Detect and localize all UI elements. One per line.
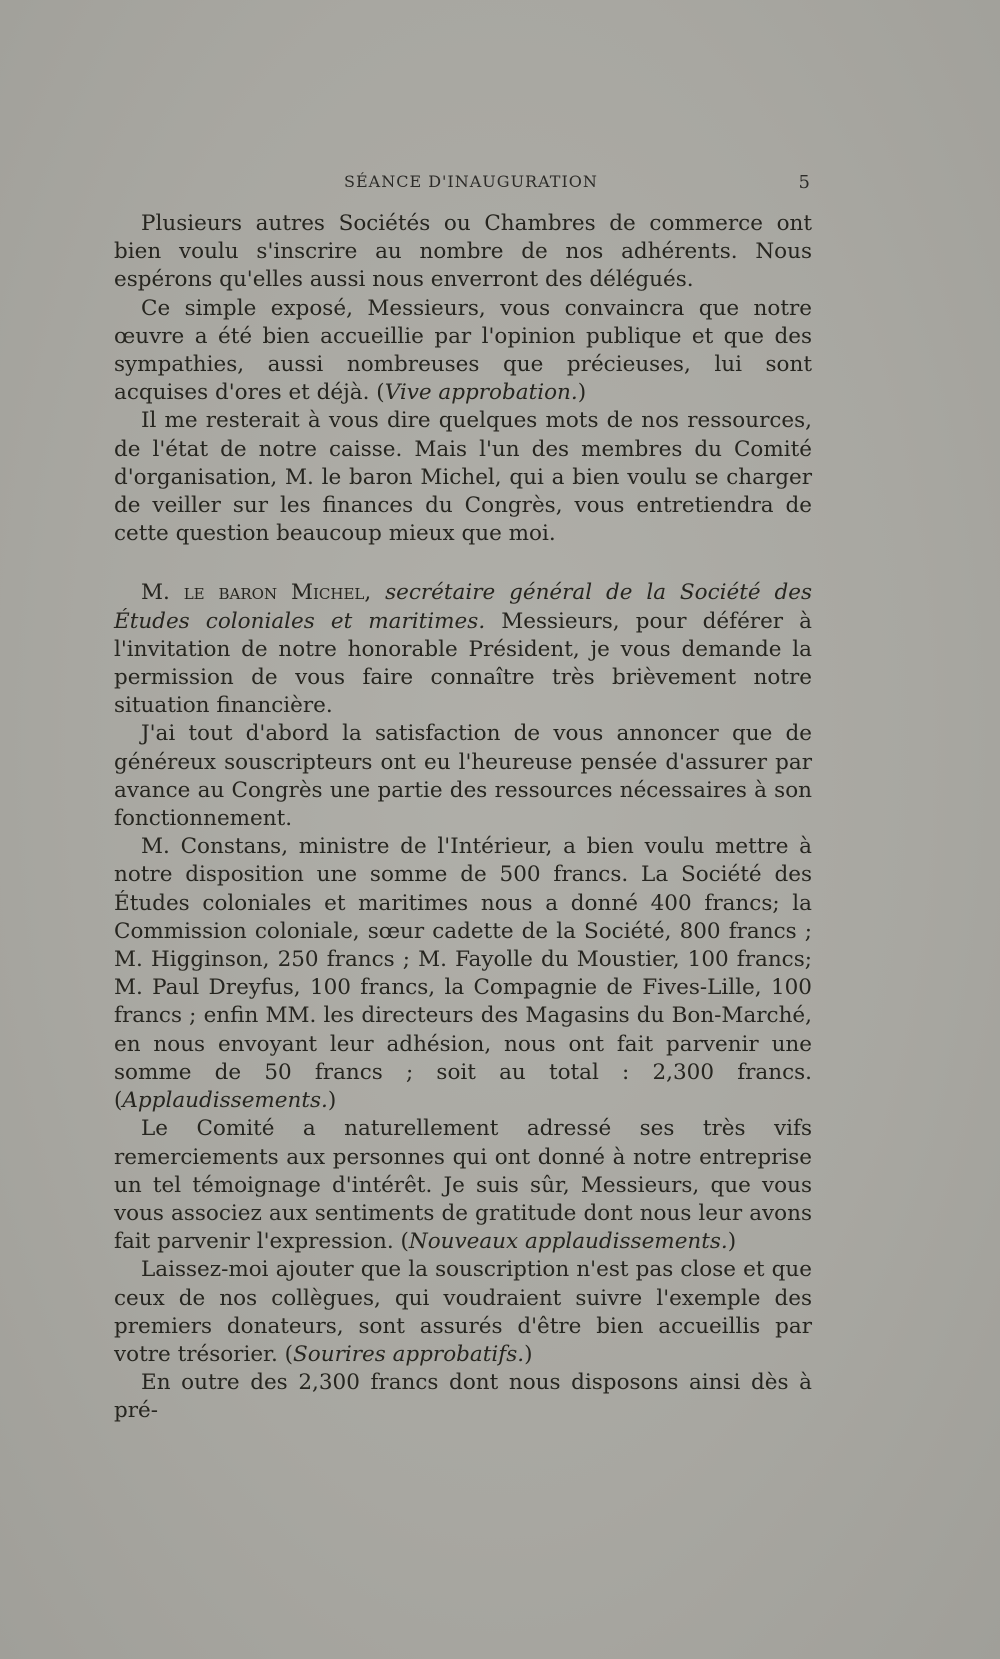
paragraph-4	[114, 579, 812, 720]
paragraph-8-italic: Sourires approbatifs.	[293, 1341, 525, 1367]
page-header	[114, 172, 814, 202]
paragraph-2-italic: Vive approbation.	[384, 380, 578, 406]
paragraph-6-italic: Applaudissements.	[122, 1088, 328, 1114]
paragraph-9: En outre des 2,300 francs dont nous disposons ainsi dès à pré-	[114, 1370, 812, 1424]
paragraph-7-end: )	[727, 1229, 737, 1255]
paragraph-8-text: Laissez-moi ajouter que la souscription n'est pas close et que ceux de nos collègues, qui voudraient suivre l'exemple des premiers donateurs, sont assurés d'être bien accueillis par votre trésorier. (	[114, 1257, 812, 1367]
section-gap	[114, 548, 812, 579]
running-head: SÉANCE D'INAUGURATION	[344, 172, 598, 191]
paragraph-7-italic: Nouveaux applaudissements.	[408, 1229, 728, 1255]
paragraph-7	[114, 1115, 812, 1256]
body-text	[114, 210, 812, 1426]
paragraph-2-text: Ce simple exposé, Messieurs, vous convaincra que notre œuvre a été bien accueillie par l'opinion publique et que des sympathies, aussi nombreuses que précieuses, lui sont acquises d'ores et déjà. (	[114, 295, 812, 406]
paragraph-1: Plusieurs autres Sociétés ou Chambres de commerce ont bien voulu s'inscrire au nombre de nos adhérents. Nous espérons qu'elles aussi nous enverront des délégués.	[114, 211, 812, 293]
paragraph-5: J'ai tout d'abord la satisfaction de vous annoncer que de généreux souscripteurs ont eu l'heureuse pensée d'assurer par avance au Congrès une partie des ressources nécessaires à son fonctionnement.	[114, 721, 812, 832]
page-number: 5	[798, 172, 810, 193]
paragraph-6	[114, 833, 812, 1115]
paragraph-6-text: M. Constans, ministre de l'Intérieur, a bien voulu mettre à notre disposition une somme de 500 francs. La Société des Études coloniales et maritimes nous a donné 400 francs; la Commission coloniale, sœur cadette de la Société, 800 francs ; M. Higginson, 250 francs ; M. Fayolle du Moustier, 100 francs; M. Paul Dreyfus, 100 francs, la Compagnie de Fives-Lille, 100 francs ; enfin MM. les directeurs des Magasins du Bon-Marché, en nous envoyant leur adhésion, nous ont fait parvenir une somme de 50 francs ; soit au total : 2,300 francs. (	[114, 834, 812, 1114]
paragraph-8-end: )	[524, 1341, 533, 1367]
paragraph-2-end: )	[577, 380, 587, 406]
paragraph-4-text: Messieurs, pour déférer à l'invitation de notre honorable Président, je vous demande la permission de vous faire connaître très brièvement notre situation financière.	[114, 608, 812, 719]
paragraph-7-text: Le Comité a naturellement adressé ses très vifs remerciements aux personnes qui ont donné à notre entreprise un tel témoignage d'intérêt. Je suis sûr, Messieurs, que vous vous associez aux sentiments de gratitude dont nous leur avons fait parvenir l'expression. (	[114, 1116, 812, 1255]
speaker-title: secrétaire général de la Société des Études coloniales et maritimes.	[114, 580, 812, 634]
paragraph-8	[114, 1256, 812, 1369]
speaker-name: M. le baron Michel,	[141, 580, 372, 606]
paragraph-3: Il me resterait à vous dire quelques mots de nos ressources, de l'état de notre caisse. Mais l'un des membres du Comité d'organisation, M. le baron Michel, qui a bien voulu se charger de veiller sur les finances du Congrès, vous entretiendra de cette question beaucoup mieux que moi.	[114, 408, 812, 547]
paragraph-2	[114, 295, 812, 408]
paragraph-6-end: )	[327, 1088, 337, 1114]
